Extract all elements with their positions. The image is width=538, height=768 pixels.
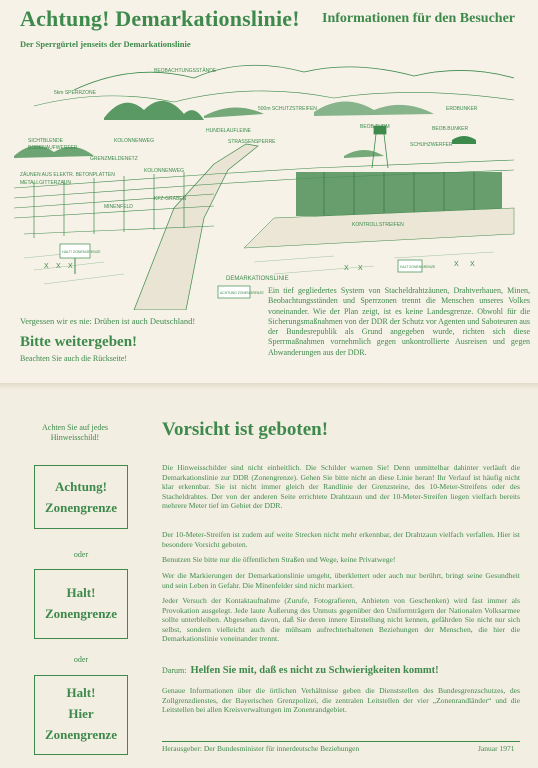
vergessen-note: Vergessen wir es nie: Drüben ist auch Deutschland! [20, 316, 196, 326]
svg-text:ZÄUNEN AUS ELEKTR. BETONPLATTE: ZÄUNEN AUS ELEKTR. BETONPLATTEN [20, 172, 115, 178]
oder-label: oder [73, 550, 89, 559]
sign-line: Achtung! [54, 479, 107, 494]
svg-text:X: X [470, 261, 475, 268]
paragraph-informationen: Genaue Informationen über die örtlichen Verhältnisse geben die Dienststellen des Bundesgrenzschutzes, des Zollgrenzdienstes, der Bayerischen Grenzpolizei, die zentralen Leitstellen der vier „Zonenrandländer“ und die Leitstellen bei allen Kreisverwaltungen im Zonenrandgebiet. [162, 686, 520, 715]
publication-date: Januar 1971 [478, 744, 515, 753]
svg-text:HUNDELAUFLEINE: HUNDELAUFLEINE [206, 128, 252, 134]
bitte-weitergeben: Bitte weitergeben! [20, 334, 138, 350]
oder-label: oder [73, 655, 89, 664]
svg-text:KONTROLLSTREIFEN: KONTROLLSTREIFEN [352, 222, 404, 228]
concrete-wall [296, 172, 502, 216]
svg-text:SCHUHZWERFER: SCHUHZWERFER [410, 142, 453, 148]
intro-paragraph: Ein tief gegliedertes System von Stacheldrahtzäunen, Drahtverhauen, Minen, Beobachtungsständen und Sperrzonen trennt die Menschen unseres Volkes voneinander. Wie der Plan zeigt, ist es keine Landesgrenze. Obwohl für die Sicherungsmaßnahmen von der DDR der Schutz vor Agenten und Saboteuren aus der Bundesrepublik als Grund angegeben wurde, richten sich diese Sperrmaßnahmen vornehmlich gegen unkontrollierte Ausreisen und gegen Abwanderungen aus der DDR. [268, 286, 530, 357]
svg-text:BEOBACHTUNGSSTÄNDE: BEOBACHTUNGSSTÄNDE [154, 68, 217, 74]
svg-text:BEOB.TURM: BEOB.TURM [360, 124, 390, 130]
sign-line: Halt! [66, 685, 96, 700]
svg-text:500m SCHUTZSTREIFEN: 500m SCHUTZSTREIFEN [258, 106, 317, 112]
svg-text:HALT! ZONENGRENZE: HALT! ZONENGRENZE [62, 250, 101, 254]
paragraph-streifen: Der 10-Meter-Streifen ist zudem auf weite Strecken nicht mehr erkennbar, der Drahtzaun vielfach verfallen. Hier ist besondere Vorsicht geboten. [162, 530, 520, 549]
sign-halt-hier-zonengrenze-box [34, 675, 128, 755]
sign-halt-small [398, 260, 436, 272]
svg-text:KFZ-GRABEN: KFZ-GRABEN [154, 196, 187, 202]
svg-text:X: X [44, 263, 49, 270]
darum-slogan: Helfen Sie mit, daß es nicht zu Schwierigkeiten kommt! [190, 665, 439, 676]
svg-text:METALLGITTERZAUN: METALLGITTERZAUN [20, 180, 72, 186]
sign-line: Zonengrenze [45, 500, 117, 515]
hills [74, 65, 514, 90]
svg-text:X: X [56, 263, 61, 270]
svg-text:X: X [344, 265, 349, 272]
svg-text:BODENAUFWERFER: BODENAUFWERFER [28, 145, 78, 151]
svg-text:SICHTBLENDE: SICHTBLENDE [28, 138, 64, 144]
sign-achtung-zonengrenze [218, 286, 264, 298]
watchtower [372, 126, 388, 168]
svg-text:X: X [454, 261, 459, 268]
paragraph-markierungen: Wer die Markierungen der Demarkationslinie umgeht, überklettert oder auch nur berührt, bringt seine Gesundheit und sein Leben in Gefahr. Die Minenfelder sind nicht markiert. [162, 571, 520, 590]
sign-halt-zonengrenze-box [34, 569, 128, 639]
svg-text:X: X [358, 265, 363, 272]
paragraph-strassen: Benutzen Sie bitte nur die öffentlichen Straßen und Wege, keine Privatwege! [162, 555, 396, 564]
svg-text:KOLONNENWEG: KOLONNENWEG [144, 168, 185, 174]
svg-text:MINENFELD: MINENFELD [104, 204, 133, 210]
sign-line: Zonengrenze [45, 727, 117, 742]
page-subtitle: Informationen für den Besucher [322, 11, 516, 26]
svg-text:KOLONNENWEG: KOLONNENWEG [114, 138, 155, 144]
footer-divider [162, 741, 520, 742]
vorsicht-heading: Vorsicht ist geboten! [162, 419, 329, 440]
svg-text:BEOB.BUNKER: BEOB.BUNKER [432, 126, 469, 132]
sign-line: Hier [68, 706, 94, 721]
illustration-caption: Der Sperrgürtel jenseits der Demarkationslinie [20, 39, 191, 49]
sign-line: Zonengrenze [45, 606, 117, 621]
border-illustration [14, 48, 526, 310]
svg-text:STRASSENSPERRE: STRASSENSPERRE [228, 139, 276, 145]
paragraph-kontakt: Jeder Versuch der Kontaktaufnahme (Zurufe, Fotografieren, Anbieten von Geschenken) wird fast immer als Provokation ausgelegt. Jede laute Äußerung des Unmuts gegenüber den Uniformträgern der Nationalen Volksarmee sollte unterbleiben. Abgesehen davon, daß Sie deren innere Einstellung nicht kennen, gefährden Sie nicht nur sich selbst, sondern vielleicht auch die mühsam aufrechterhaltenen Beziehungen der Menschen, die hier die Demarkationslinie voneinander trennt. [162, 596, 520, 644]
hinweisschild-note: Achten Sie auf jedes Hinweisschild! [42, 423, 108, 442]
svg-text:HALT ZONENGRENZE: HALT ZONENGRENZE [400, 265, 436, 269]
sign-halt-zonengrenze [60, 244, 101, 274]
svg-text:DEMARKATIONSLINIE: DEMARKATIONSLINIE [226, 276, 289, 282]
publisher: Herausgeber: Der Bundesminister für innerdeutsche Beziehungen [162, 744, 360, 753]
svg-text:ERDBUNKER: ERDBUNKER [446, 106, 478, 112]
svg-text:5km SPERRZONE: 5km SPERRZONE [54, 90, 96, 96]
svg-text:GRENZMELDENETZ: GRENZMELDENETZ [90, 156, 138, 162]
darum-line [162, 665, 439, 676]
svg-text:X: X [68, 263, 73, 270]
svg-text:ACHTUNG ZONENGRENZE: ACHTUNG ZONENGRENZE [220, 291, 264, 295]
sign-achtung-zonengrenze-box [34, 465, 128, 529]
leaflet-back [0, 389, 538, 768]
rueckseite-note: Beachten Sie auch die Rückseite! [20, 354, 128, 363]
leaflet-front [0, 0, 538, 383]
paragraph-hinweisschilder: Die Hinweisschilder sind nicht einheitlich. Die Schilder warnen Sie! Denn unmittelbar dahinter verläuft die Demarkationslinie zur DDR (Zonengrenze). Gehen Sie bitte nicht an diese Linie heran! Ihr Verlauf ist häufig nicht klar erkennbar. Sie ist nicht immer gleich der Randlinie der Grenzsteine, des 10-Meter-Streifens oder des Stacheldrahtes. Der von der anderen Seite errichtete Drahtzaun und der 10-Meter-Streifen liegen vielfach bereits mehrere Meter tief im Gebiet der DDR. [162, 463, 520, 511]
darum-label: Darum: [162, 666, 187, 675]
page-title: Achtung! Demarkationslinie! [20, 6, 300, 31]
sign-line: Halt! [66, 585, 96, 600]
